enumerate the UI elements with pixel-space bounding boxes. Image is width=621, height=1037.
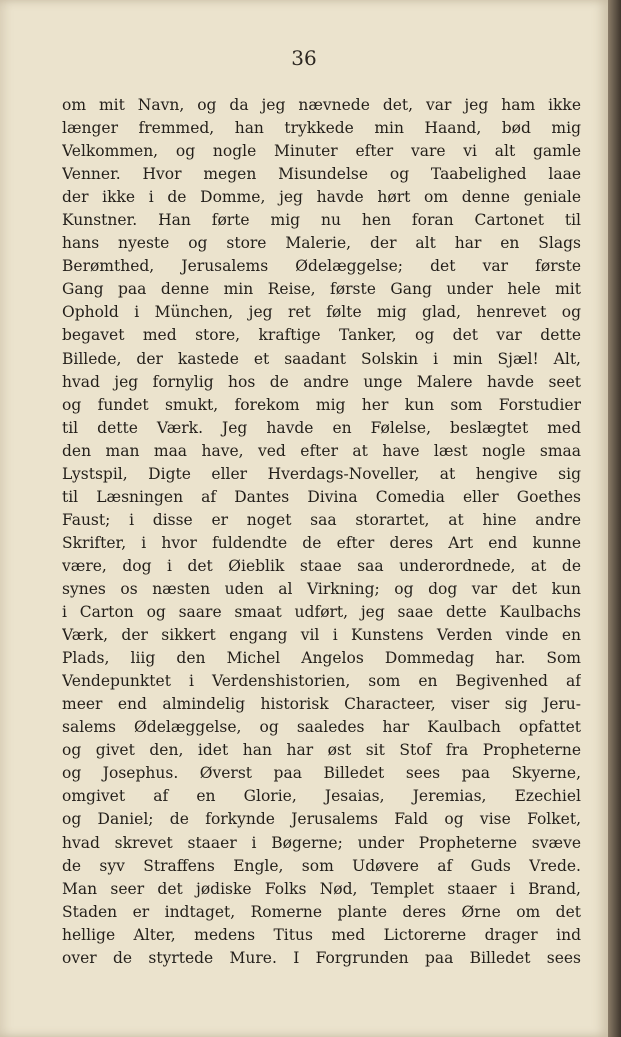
text-line: Venner. Hvor megen Misundelse og Taabelighed laae: [62, 165, 581, 184]
text-line: meer end almindelig historisk Characteer, viser sig Jeru-: [62, 695, 581, 714]
text-line: Lystspil, Digte eller Hverdags-Noveller, at hengive sig: [62, 464, 581, 483]
text-line: hvad jeg fornylig hos de andre unge Malere havde seet: [62, 372, 581, 391]
text-line: om mit Navn, og da jeg nævnede det, var jeg ham ikke: [62, 96, 581, 114]
text-line: hans nyeste og store Malerie, der alt har en Slags: [62, 234, 581, 253]
text-line: i Carton og saare smaat udført, jeg saae dette Kaulbachs: [62, 603, 581, 622]
text-line: omgivet af en Glorie, Jesaias, Jeremias, Ezechiel: [62, 787, 581, 806]
text-line: salems Ødelæggelse, og saaledes har Kaulbach opfattet: [62, 718, 581, 737]
text-line: synes os næsten uden al Virkning; og dog var det kun: [62, 579, 581, 598]
text-line: til dette Værk. Jeg havde en Følelse, beslægtet med: [62, 418, 581, 437]
text-line: hellige Alter, medens Titus med Lictorerne drager ind: [62, 925, 581, 944]
text-line: Velkommen, og nogle Minuter efter vare vi alt gamle: [62, 142, 581, 161]
body-text: [62, 94, 581, 970]
text-line: Faust; i disse er noget saa storartet, at hine andre: [62, 510, 581, 529]
text-line: Værk, der sikkert engang vil i Kunstens Verden vinde en: [62, 626, 581, 645]
text-line: de syv Straffens Engle, som Udøvere af Guds Vrede.: [62, 856, 581, 875]
page-number: 36: [291, 46, 317, 70]
text-line: Vendepunktet i Verdenshistorien, som en Begivenhed af: [62, 672, 581, 691]
text-line: Staden er indtaget, Romerne plante deres Ørne om det: [62, 902, 581, 921]
text-line: den man maa have, ved efter at have læst nogle smaa: [62, 441, 581, 460]
text-line: og fundet smukt, forekom mig her kun som Forstudier: [62, 395, 581, 414]
text-line: Kunstner. Han førte mig nu hen foran Cartonet til: [62, 211, 581, 230]
text-line: til Læsningen af Dantes Divina Comedia eller Goethes: [62, 487, 581, 506]
text-line: der ikke i de Domme, jeg havde hørt om denne geniale: [62, 188, 581, 207]
text-line: være, dog i det Øieblik staae saa underordnede, at de: [62, 556, 581, 575]
text-line: Berømthed, Jerusalems Ødelæggelse; det var første: [62, 257, 581, 276]
text-line: Billede, der kastede et saadant Solskin i min Sjæl! Alt,: [62, 349, 581, 368]
text-line: Skrifter, i hvor fuldendte de efter deres Art end kunne: [62, 533, 581, 552]
text-line: over de styrtede Mure. I Forgrunden paa Billedet sees: [62, 948, 581, 967]
text-line: Plads, liig den Michel Angelos Dommedag har. Som: [62, 649, 581, 668]
text-line: hvad skrevet staaer i Bøgerne; under Propheterne svæve: [62, 833, 581, 852]
text-line: Man seer det jødiske Folks Nød, Templet staaer i Brand,: [62, 879, 581, 898]
text-line: Ophold i München, jeg ret følte mig glad, henrevet og: [62, 303, 581, 322]
book-edge: [608, 0, 621, 1037]
text-line: og Josephus. Øverst paa Billedet sees paa Skyerne,: [62, 764, 581, 783]
text-line: længer fremmed, han trykkede min Haand, bød mig: [62, 119, 581, 138]
text-line: Gang paa denne min Reise, første Gang under hele mit: [62, 280, 581, 299]
text-line: og givet den, idet han har øst sit Stof fra Propheterne: [62, 741, 581, 760]
text-line: begavet med store, kraftige Tanker, og det var dette: [62, 326, 581, 345]
text-line: og Daniel; de forkynde Jerusalems Fald og vise Folket,: [62, 810, 581, 829]
